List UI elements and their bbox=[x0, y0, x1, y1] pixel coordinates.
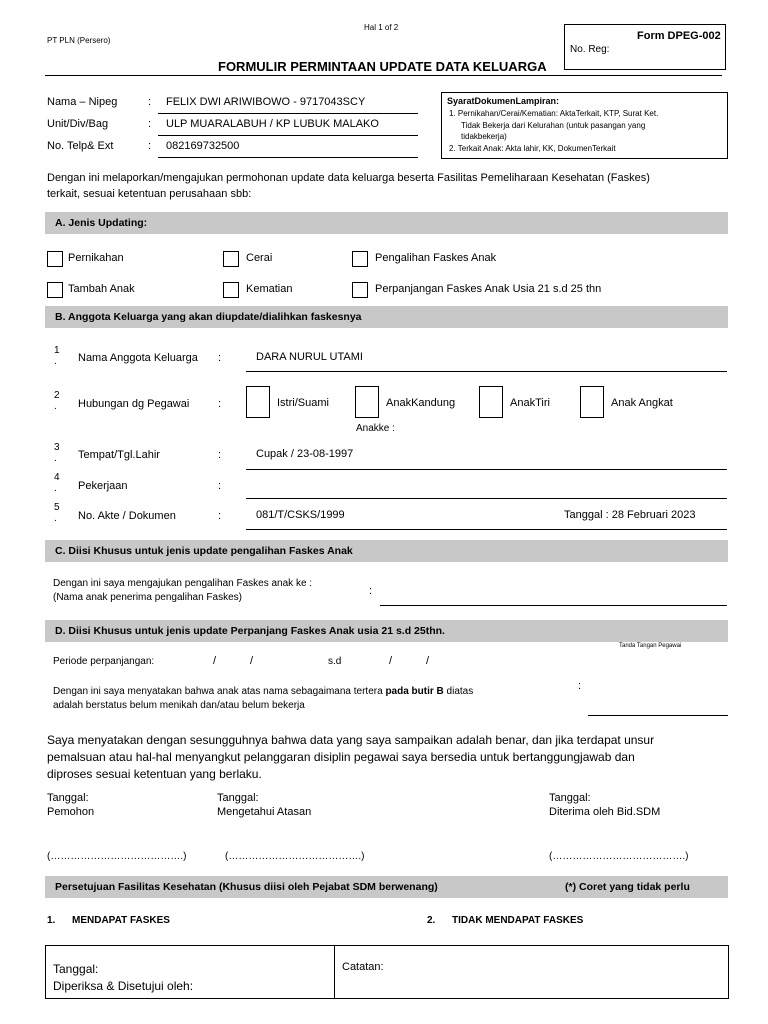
no-reg-label: No. Reg: bbox=[570, 44, 610, 55]
akte-line bbox=[246, 529, 727, 530]
section-a-title: A. Jenis Updating: bbox=[55, 217, 148, 229]
declaration-line-3: diproses sesuai ketentuan yang berlaku. bbox=[47, 767, 262, 781]
birth-value[interactable]: Cupak / 23-08-1997 bbox=[256, 448, 354, 460]
sig-atasan-blank[interactable]: (………………………………….) bbox=[225, 851, 365, 862]
checkbox-anak-kandung[interactable] bbox=[355, 386, 379, 418]
row-4-label: Pekerjaan bbox=[78, 480, 128, 492]
label-pengalihan-faskes: Pengalihan Faskes Anak bbox=[375, 252, 497, 264]
periode-slash-2: / bbox=[250, 655, 254, 667]
akte-value[interactable]: 081/T/CSKS/1999 bbox=[256, 509, 345, 521]
telp-line bbox=[158, 157, 418, 158]
section-d-statement-2: adalah berstatus belum menikah dan/atau belum bekerja bbox=[53, 700, 305, 711]
sig-sdm-tanggal: Tanggal: bbox=[549, 792, 591, 804]
signature-line[interactable] bbox=[588, 715, 728, 716]
opt-2-number: 2. bbox=[427, 915, 436, 926]
approval-diperiksa: Diperiksa & Disetujui oleh: bbox=[53, 979, 194, 993]
family-name-line bbox=[246, 371, 727, 372]
label-pernikahan: Pernikahan bbox=[68, 252, 124, 264]
form-title: FORMULIR PERMINTAAN UPDATE DATA KELUARGA bbox=[218, 59, 547, 74]
checkbox-pengalihan-faskes[interactable] bbox=[352, 251, 368, 267]
sig-atasan-role: Mengetahui Atasan bbox=[217, 806, 312, 818]
row-1-label: Nama Anggota Keluarga bbox=[78, 352, 198, 364]
requirement-line-2: Tidak Bekerja dari Kelurahan (untuk pasangan yang bbox=[461, 121, 646, 130]
row-5-label: No. Akte / Dokumen bbox=[78, 510, 176, 522]
section-c-name-line[interactable] bbox=[380, 605, 727, 606]
telp-colon: : bbox=[148, 140, 152, 152]
row-5-number: 5 . bbox=[54, 502, 60, 524]
form-code: Form DPEG-002 bbox=[637, 30, 721, 42]
sig-atasan-tanggal: Tanggal: bbox=[217, 792, 259, 804]
label-cerai: Cerai bbox=[246, 252, 273, 264]
sig-sdm-blank[interactable]: (………………………………….) bbox=[549, 851, 689, 862]
unit-label: Unit/Div/Bag bbox=[47, 118, 109, 130]
periode-slash-3: / bbox=[389, 655, 393, 667]
checkbox-istri-suami[interactable] bbox=[246, 386, 270, 418]
row-2-colon: : bbox=[218, 398, 222, 410]
approval-tanggal: Tanggal: bbox=[53, 962, 99, 976]
page-indicator: Hal 1 of 2 bbox=[364, 23, 399, 32]
section-c-header bbox=[45, 540, 728, 562]
checkbox-kematian[interactable] bbox=[223, 282, 239, 298]
periode-sd: s.d bbox=[328, 656, 342, 667]
row-2-label: Hubungan dg Pegawai bbox=[78, 398, 190, 410]
label-anak-kandung: AnakKandung bbox=[386, 397, 456, 409]
intro-line-1: Dengan ini melaporkan/mengajukan permohonan update data keluarga beserta Fasilitas Pemeliharaan Kesehatan (Faskes) bbox=[47, 172, 650, 184]
company-name: PT PLN (Persero) bbox=[47, 36, 111, 45]
akte-tanggal: Tanggal : 28 Februari 2023 bbox=[564, 509, 696, 521]
nama-nipeg-label: Nama – Nipeg bbox=[47, 96, 118, 108]
telp-value[interactable]: 082169732500 bbox=[166, 140, 240, 152]
section-b-header bbox=[45, 306, 728, 328]
checkbox-perpanjangan-faskes[interactable] bbox=[352, 282, 368, 298]
telp-label: No. Telp& Ext bbox=[47, 140, 114, 152]
opt-1-number: 1. bbox=[47, 915, 56, 926]
sig-pemohon-tanggal: Tanggal: bbox=[47, 792, 89, 804]
unit-line bbox=[158, 135, 418, 136]
requirements-title: SyaratDokumenLampiran: bbox=[447, 96, 560, 106]
declaration-line-2: pemalsuan atau hal-hal menyangkut pelanggaran disiplin pegawai saya bersedia untuk bertanggungjawab dan bbox=[47, 750, 635, 764]
approval-catatan: Catatan: bbox=[342, 961, 384, 973]
label-perpanjangan-faskes: Perpanjangan Faskes Anak Usia 21 s.d 25 thn bbox=[375, 283, 602, 295]
label-tambah-anak: Tambah Anak bbox=[68, 283, 135, 295]
label-anak-tiri: AnakTiri bbox=[510, 397, 550, 409]
birth-line bbox=[246, 469, 727, 470]
anakke-label: Anakke : bbox=[356, 423, 395, 434]
requirement-line-1: 1. Pernikahan/Cerai/Kematian: AktaTerkait, KTP, Surat Ket. bbox=[449, 109, 659, 118]
section-c-colon: : bbox=[369, 585, 373, 597]
title-rule bbox=[45, 75, 722, 76]
approval-right-box[interactable] bbox=[334, 945, 729, 999]
checkbox-anak-angkat[interactable] bbox=[580, 386, 604, 418]
intro-line-2: terkait, sesuai ketentuan perusahaan sbb: bbox=[47, 188, 252, 200]
row-2-num-text: 2 bbox=[54, 390, 60, 401]
row-1-number: 1 . bbox=[54, 345, 60, 367]
sig-pemohon-blank[interactable]: (………………………………….) bbox=[47, 851, 187, 862]
stmt-post: diatas bbox=[443, 686, 474, 697]
row-4-number: 4 . bbox=[54, 472, 60, 494]
label-kematian: Kematian bbox=[246, 283, 293, 295]
row-3-num-text: 3 bbox=[54, 442, 60, 453]
declaration-line-1: Saya menyatakan dengan sesungguhnya bahwa data yang saya sampaikan adalah benar, dan jika terdapat unsur bbox=[47, 733, 655, 747]
checkbox-pernikahan[interactable] bbox=[47, 251, 63, 267]
row-4-colon: : bbox=[218, 480, 222, 492]
section-d-header bbox=[45, 620, 728, 642]
requirement-line-4: 2. Terkait Anak: Akta lahir, KK, DokumenTerkait bbox=[449, 144, 616, 153]
row-1-num-text: 1 bbox=[54, 345, 60, 356]
section-c-line-1: Dengan ini saya mengajukan pengalihan Faskes anak ke : bbox=[53, 578, 313, 589]
stmt-bold: pada butir B bbox=[385, 686, 444, 697]
periode-slash-1: / bbox=[213, 655, 217, 667]
section-c-title: C. Diisi Khusus untuk jenis update pengalihan Faskes Anak bbox=[55, 545, 353, 557]
approval-title: Persetujuan Fasilitas Kesehatan (Khusus diisi oleh Pejabat SDM berwenang) bbox=[55, 881, 438, 893]
row-3-label: Tempat/Tgl.Lahir bbox=[78, 449, 160, 461]
nama-nipeg-line bbox=[158, 113, 418, 114]
section-a-header bbox=[45, 212, 728, 234]
stmt-pre: Dengan ini saya menyatakan bahwa anak atas nama sebagaimana tertera bbox=[53, 686, 386, 697]
tanda-tangan-label: Tanda Tangan Pegawai bbox=[619, 643, 682, 649]
unit-colon: : bbox=[148, 118, 152, 130]
label-istri-suami: Istri/Suami bbox=[277, 397, 329, 409]
row-1-colon: : bbox=[218, 352, 222, 364]
sig-sdm-role: Diterima oleh Bid.SDM bbox=[549, 806, 661, 818]
section-d-title: D. Diisi Khusus untuk jenis update Perpanjang Faskes Anak usia 21 s.d 25thn. bbox=[55, 625, 445, 637]
row-3-colon: : bbox=[218, 449, 222, 461]
section-d-statement-1 bbox=[53, 686, 473, 697]
row-2-number: 2 . bbox=[54, 390, 60, 412]
section-b-title: B. Anggota Keluarga yang akan diupdate/dialihkan faskesnya bbox=[55, 311, 362, 323]
section-d-colon: : bbox=[578, 680, 582, 692]
row-4-num-text: 4 bbox=[54, 472, 60, 483]
label-anak-angkat: Anak Angkat bbox=[611, 397, 673, 409]
approval-note: (*) Coret yang tidak perlu bbox=[565, 881, 690, 893]
opt-mendapat-faskes[interactable]: MENDAPAT FASKES bbox=[72, 915, 170, 926]
periode-slash-4: / bbox=[426, 655, 430, 667]
row-3-number: 3 . bbox=[54, 442, 60, 464]
family-name-value[interactable]: DARA NURUL UTAMI bbox=[256, 351, 363, 363]
sig-pemohon-role: Pemohon bbox=[47, 806, 95, 818]
row-5-num-text: 5 bbox=[54, 502, 60, 513]
checkbox-tambah-anak[interactable] bbox=[47, 282, 63, 298]
nama-nipeg-value[interactable]: FELIX DWI ARIWIBOWO - 9717043SCY bbox=[166, 96, 366, 108]
checkbox-cerai[interactable] bbox=[223, 251, 239, 267]
periode-label: Periode perpanjangan: bbox=[53, 656, 155, 667]
pekerjaan-line[interactable] bbox=[246, 498, 727, 499]
nama-nipeg-colon: : bbox=[148, 96, 152, 108]
row-5-colon: : bbox=[218, 510, 222, 522]
section-c-line-2: (Nama anak penerima pengalihan Faskes) bbox=[53, 592, 242, 603]
checkbox-anak-tiri[interactable] bbox=[479, 386, 503, 418]
unit-value[interactable]: ULP MUARALABUH / KP LUBUK MALAKO bbox=[166, 118, 379, 130]
opt-tidak-mendapat-faskes[interactable]: TIDAK MENDAPAT FASKES bbox=[452, 915, 584, 926]
requirement-line-3: tidakbekerja) bbox=[461, 132, 507, 141]
approval-header bbox=[45, 876, 728, 898]
